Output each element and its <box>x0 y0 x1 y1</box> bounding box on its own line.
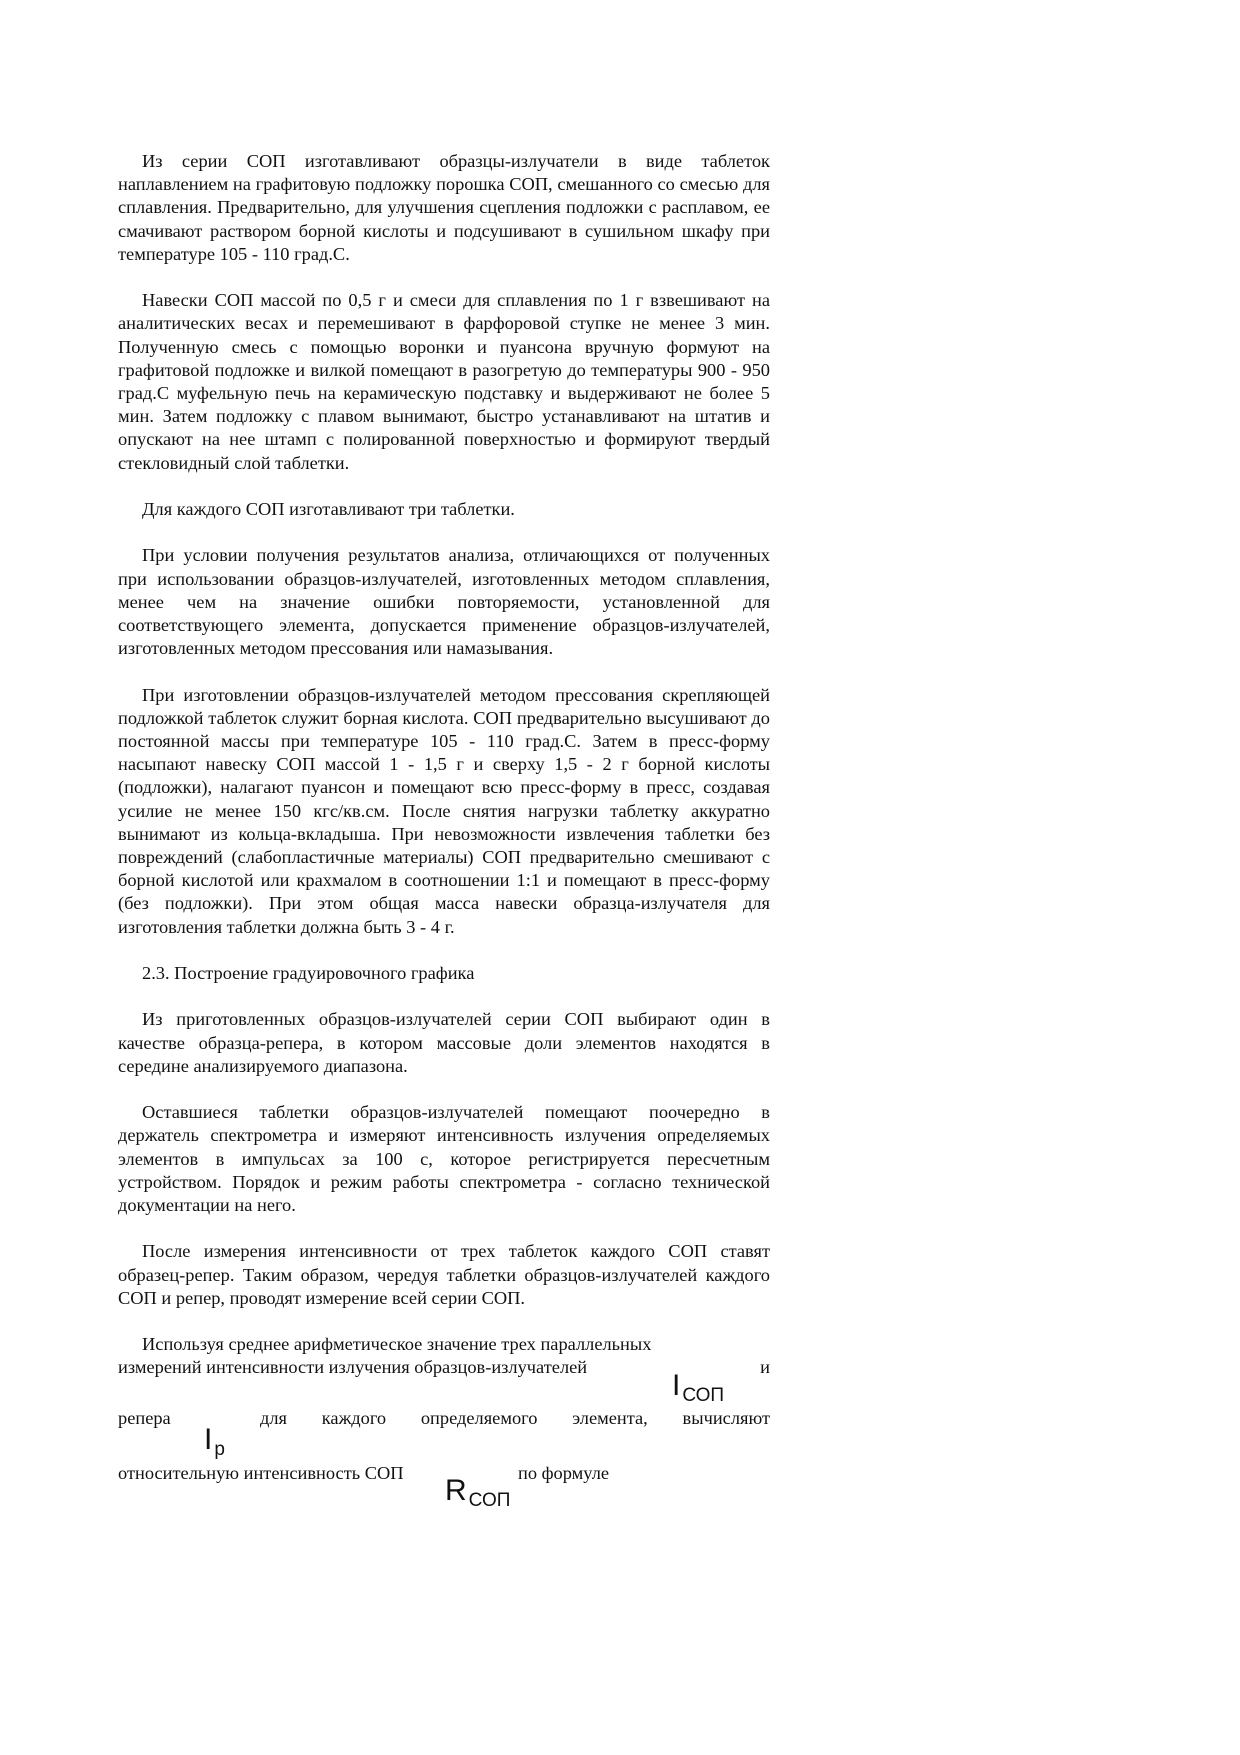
symbol-i-p <box>204 1422 225 1460</box>
symbol-row-rsop <box>118 1473 770 1525</box>
document-page <box>118 150 770 1525</box>
paragraph-4: При условии получения результатов анализа, отличающихся от полученных при использовании образцов-излучателей, изготовленных методом сплавления, менее чем на значение ошибки повторяемости, установленной для соответствующего элемента, допускается применение образцов-излучателей, изготовленных методом прессования или намазывания. <box>118 545 770 659</box>
formula-line-4-text: относительную интенсивность СОП <box>118 1462 404 1483</box>
formula-line-2-end: и <box>760 1357 770 1378</box>
symbol-row-ip <box>118 1422 770 1462</box>
symbol-i-sop <box>672 1368 725 1406</box>
paragraph-7: Оставшиеся таблетки образцов-излучателей помещают поочередно в держатель спектрометра и измеряют интенсивность излучения определяемых элементов в импульсах за 100 с, которое регистрируется пересчетным устройством. Порядок и режим работы спектрометра - согласно технической документации на него. <box>118 1102 770 1216</box>
formula-paragraph-line-3 <box>118 1407 770 1430</box>
symbol-i-p-sub: р <box>214 1438 225 1460</box>
symbol-i-sop-main: I <box>672 1368 681 1402</box>
symbol-row-isop <box>118 1368 770 1407</box>
formula-line-4-end: по формуле <box>518 1462 610 1483</box>
symbol-i-sop-sub: СОП <box>682 1384 725 1406</box>
paragraph-formula <box>118 1333 770 1525</box>
symbol-r-sop <box>445 1473 511 1511</box>
paragraph-2: Навески СОП массой по 0,5 г и смеси для сплавления по 1 г взвешивают на аналитических весах и перемешивают в фарфоровой ступке не менее 3 мин. Полученную смесь с помощью воронки и пуансона вручную формуют на графитовой подложке и вилкой помещают в разогретую до температуры 900 - 950 град.С муфельную печь на керамическую подставку и выдерживают не более 5 мин. Затем подложку с плавом вынимают, быстро устанавливают на штатив и опускают на нее штамп с полированной поверхностью и формируют твердый стекловидный слой таблетки. <box>118 290 770 473</box>
formula-line-2-text: измерений интенсивности излучения образцов-излучателей <box>118 1357 588 1378</box>
formula-paragraph-line-4 <box>118 1462 770 1485</box>
formula-line-3-rest: для каждого определяемого элемента, вычисляют <box>260 1407 770 1428</box>
paragraph-3: Для каждого СОП изготавливают три таблетки. <box>142 499 515 520</box>
symbol-r-sop-sub: СОП <box>468 1489 511 1511</box>
paragraph-6: Из приготовленных образцов-излучателей серии СОП выбирают один в качестве образца-репера, в котором массовые доли элементов находятся в середине анализируемого диапазона. <box>118 1009 770 1076</box>
formula-paragraph-line-1: Используя среднее арифметическое значение трех параллельных <box>142 1334 652 1355</box>
section-heading: 2.3. Построение градуировочного графика <box>142 963 475 984</box>
formula-line-3-start: репера <box>118 1407 171 1428</box>
paragraph-1: Из серии СОП изготавливают образцы-излучатели в виде таблеток наплавлением на графитовую подложку порошка СОП, смешанного со смесью для сплавления. Предварительно, для улучшения сцепления подложки с расплавом, ее смачивают раствором борной кислоты и подсушивают в сушильном шкафу при температуре 105 - 110 град.С. <box>118 151 770 264</box>
paragraph-5: При изготовлении образцов-излучателей методом прессования скрепляющей подложкой таблеток служит борная кислота. СОП предварительно высушивают до постоянной массы при температуре 105 - 110 град.С. Затем в пресс-форму насыпают навеску СОП массой 1 - 1,5 г и сверху 1,5 - 2 г борной кислоты (подложки), налагают пуансон и помещают всю пресс-форму в пресс, создавая усилие не менее 150 кгс/кв.см. После снятия нагрузки таблетку аккуратно вынимают из кольца-вкладыша. При невозможности извлечения таблетки без повреждений (слабопластичные материалы) СОП предварительно смешивают с борной кислотой или крахмалом в соотношении 1:1 и помещают в пресс-форму (без подложки). При этом общая масса навески образца-излучателя для изготовления таблетки должна быть 3 - 4 г. <box>118 684 770 937</box>
symbol-r-sop-main: R <box>445 1473 467 1507</box>
paragraph-8: После измерения интенсивности от трех таблеток каждого СОП ставят образец-репер. Таким образом, чередуя таблетки образцов-излучателей каждого СОП и репер, проводят измерение всей серии СОП. <box>118 1241 770 1308</box>
symbol-i-p-main: I <box>204 1422 213 1456</box>
